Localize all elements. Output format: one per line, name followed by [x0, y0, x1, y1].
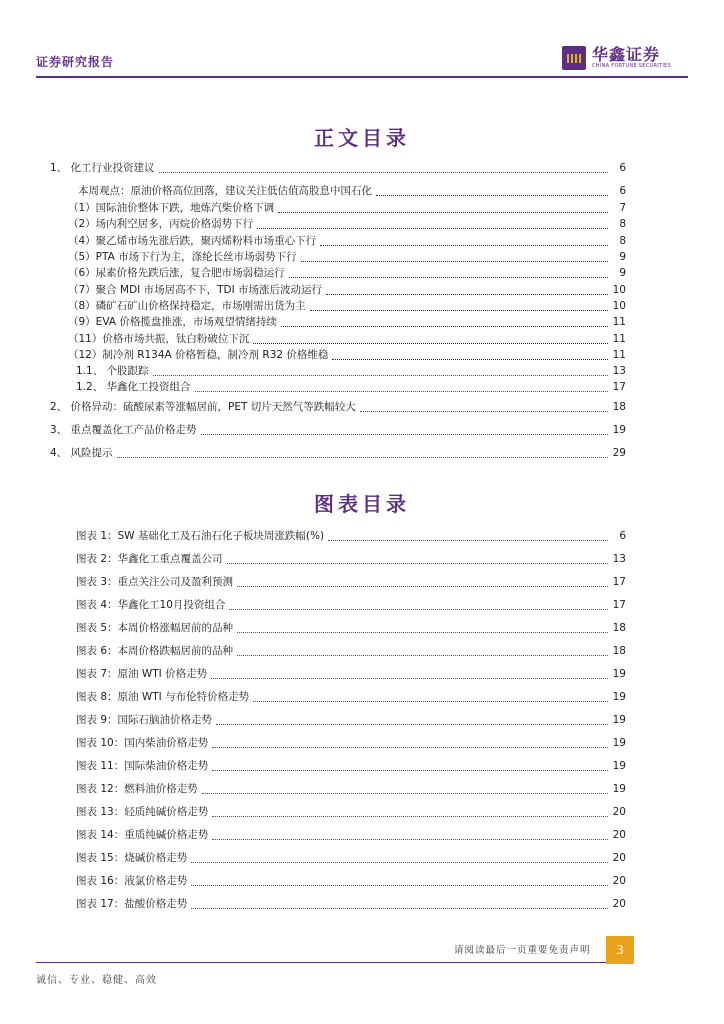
logo-name-cn: 华鑫证券 [592, 45, 661, 64]
entry-title: 4、 风险提示 [50, 447, 113, 459]
entry-title: （4）聚乙烯市场先涨后跌，聚丙烯粉料市场重心下行 [68, 235, 317, 247]
dot-leader [301, 252, 608, 262]
dot-leader [229, 600, 608, 610]
figure-entry[interactable] [76, 781, 626, 797]
figure-entry[interactable] [76, 689, 626, 705]
company-logo [562, 46, 671, 70]
toc-entry[interactable] [68, 200, 626, 216]
entry-page-number: 19 [612, 760, 626, 772]
figure-entry[interactable] [76, 574, 626, 590]
entry-title: 图表 13：轻质纯碱价格走势 [76, 806, 209, 818]
logo-mark-icon [562, 46, 586, 70]
entry-title: 图表 6：本周价格跌幅居前的品种 [76, 645, 234, 657]
dot-leader [237, 623, 608, 633]
entry-page-number: 13 [612, 553, 626, 565]
entry-page-number: 19 [612, 783, 626, 795]
entry-page-number: 6 [619, 530, 626, 542]
entry-page-number: 17 [612, 576, 626, 588]
dot-leader [191, 899, 608, 909]
page-header [0, 0, 724, 80]
entry-title: 图表 10：国内柴油价格走势 [76, 737, 209, 749]
entry-title: （8）磷矿石矿山价格保持稳定，市场刚需出货为主 [68, 300, 306, 312]
figure-entry[interactable] [76, 528, 626, 544]
entry-page-number: 29 [612, 447, 626, 459]
toc-entry[interactable] [68, 347, 626, 363]
entry-page-number: 7 [619, 202, 626, 214]
entry-title: （7）聚合 MDI 市场居高不下，TDI 市场涨后波动运行 [68, 284, 323, 296]
entry-title: 图表 1：SW 基础化工及石油石化子板块周涨跌幅(%) [76, 530, 325, 542]
entry-title: 2、 价格异动：硫酸尿素等涨幅居前，PET 切片天然气等跌幅较大 [50, 401, 356, 413]
entry-page-number: 20 [612, 875, 626, 887]
entry-title: 图表 16：液氯价格走势 [76, 875, 188, 887]
toc-entry[interactable] [76, 379, 626, 395]
report-type-label: 证券研究报告 [36, 55, 115, 69]
entry-page-number: 11 [612, 316, 626, 328]
dot-leader [212, 830, 608, 840]
entry-page-number: 20 [612, 898, 626, 910]
lof-title: 图表目录 [314, 492, 410, 516]
dot-leader [360, 402, 608, 412]
dot-leader [227, 554, 608, 564]
figure-entry[interactable] [76, 850, 626, 866]
dot-leader [153, 366, 608, 376]
entry-page-number: 19 [612, 737, 626, 749]
entry-page-number: 10 [612, 300, 626, 312]
entry-page-number: 13 [612, 365, 626, 377]
toc-title: 正文目录 [314, 126, 410, 150]
figure-entry[interactable] [76, 712, 626, 728]
figure-entry[interactable] [76, 827, 626, 843]
entry-page-number: 20 [612, 852, 626, 864]
entry-title: 1.2、 华鑫化工投资组合 [76, 381, 191, 393]
entry-title: （11）价格市场共振，钛白粉破位下沉 [68, 333, 250, 345]
page-number-badge: 3 [606, 936, 634, 964]
dot-leader [237, 577, 608, 587]
toc-entry[interactable] [68, 331, 626, 347]
entry-page-number: 17 [612, 381, 626, 393]
figure-entry[interactable] [76, 666, 626, 682]
figure-entry[interactable] [76, 620, 626, 636]
dot-leader [211, 669, 608, 679]
figure-entry[interactable] [76, 735, 626, 751]
dot-leader [326, 285, 608, 295]
entry-title: （12）制冷剂 R134A 价格暂稳，制冷剂 R32 价格维稳 [68, 349, 329, 361]
dot-leader [117, 448, 608, 458]
footer-divider [36, 962, 606, 963]
entry-page-number: 20 [612, 806, 626, 818]
dot-leader [332, 350, 608, 360]
dot-leader [328, 531, 608, 541]
entry-title: 图表 2：华鑫化工重点覆盖公司 [76, 553, 223, 565]
toc-entry[interactable] [50, 445, 626, 461]
entry-title: 图表 4：华鑫化工10月投资组合 [76, 599, 226, 611]
header-divider [36, 76, 688, 78]
entry-page-number: 9 [619, 267, 626, 279]
dot-leader [212, 807, 608, 817]
entry-page-number: 11 [612, 349, 626, 361]
toc-entry[interactable] [50, 399, 626, 415]
company-motto: 诚信、专业、稳健、高效 [36, 975, 157, 986]
dot-leader [191, 853, 608, 863]
dot-leader [253, 692, 608, 702]
dot-leader [281, 317, 608, 327]
toc-entry[interactable] [68, 298, 626, 314]
figure-entry[interactable] [76, 643, 626, 659]
entry-page-number: 19 [612, 714, 626, 726]
logo-name-en: CHINA FORTUNE SECURITIES [592, 63, 672, 69]
dot-leader [289, 268, 608, 278]
entry-page-number: 17 [612, 599, 626, 611]
entry-title: 图表 9：国际石脑油价格走势 [76, 714, 213, 726]
dot-leader [202, 784, 608, 794]
entry-title: 图表 11：国际柴油价格走势 [76, 760, 209, 772]
entry-page-number: 18 [612, 622, 626, 634]
toc-entry[interactable] [68, 233, 626, 249]
entry-page-number: 19 [612, 668, 626, 680]
toc-entry[interactable] [78, 183, 626, 199]
figure-entry[interactable] [76, 758, 626, 774]
dot-leader [212, 761, 608, 771]
entry-title: （9）EVA 价格揽盘推涨，市场观望情绪持续 [68, 316, 277, 328]
toc-entry[interactable] [76, 363, 626, 379]
figure-entry[interactable] [76, 597, 626, 613]
toc-entry[interactable] [50, 422, 626, 438]
dot-leader [212, 738, 608, 748]
figure-entry[interactable] [76, 804, 626, 820]
entry-page-number: 6 [619, 185, 626, 197]
entry-title: 图表 3：重点关注公司及盈利预测 [76, 576, 234, 588]
entry-page-number: 18 [612, 401, 626, 413]
entry-page-number: 18 [612, 645, 626, 657]
dot-leader [159, 163, 608, 173]
toc-entry[interactable] [50, 160, 626, 176]
dot-leader [195, 382, 608, 392]
entry-title: 1、 化工行业投资建议 [50, 162, 155, 174]
entry-title: 图表 5：本周价格涨幅居前的品种 [76, 622, 234, 634]
entry-page-number: 20 [612, 829, 626, 841]
entry-title: 3、 重点覆盖化工产品价格走势 [50, 424, 197, 436]
toc-entry[interactable] [68, 282, 626, 298]
toc-entry[interactable] [68, 265, 626, 281]
dot-leader [191, 876, 608, 886]
entry-page-number: 8 [619, 218, 626, 230]
entry-title: 图表 17：盐酸价格走势 [76, 898, 188, 910]
entry-title: 图表 8：原油 WTI 与布伦特价格走势 [76, 691, 250, 703]
entry-title: 1.1、 个股跟踪 [76, 365, 149, 377]
toc-entry[interactable] [68, 314, 626, 330]
entry-page-number: 9 [619, 251, 626, 263]
dot-leader [320, 236, 608, 246]
toc-entry[interactable] [68, 249, 626, 265]
dot-leader [216, 715, 608, 725]
figure-entry[interactable] [76, 873, 626, 889]
disclaimer-note: 请阅读最后一页重要免责声明 [454, 945, 591, 956]
entry-title: 图表 12：燃料油价格走势 [76, 783, 198, 795]
entry-page-number: 10 [612, 284, 626, 296]
dot-leader [376, 186, 608, 196]
dot-leader [257, 219, 608, 229]
figure-entry[interactable] [76, 896, 626, 912]
dot-leader [201, 425, 608, 435]
entry-page-number: 6 [619, 162, 626, 174]
entry-title: （2）场内利空居多，丙烷价格弱势下行 [68, 218, 254, 230]
dot-leader [253, 334, 608, 344]
entry-title: （1）国际油价整体下跌，地炼汽柴价格下调 [68, 202, 275, 214]
dot-leader [310, 301, 608, 311]
entry-page-number: 11 [612, 333, 626, 345]
entry-page-number: 8 [619, 235, 626, 247]
entry-title: 本周观点：原油价格高位回落，建议关注低估值高股息中国石化 [78, 185, 372, 197]
entry-title: （5）PTA 市场下行为主，涤纶长丝市场弱势下行 [68, 251, 297, 263]
entry-title: 图表 15：烧碱价格走势 [76, 852, 188, 864]
figure-entry[interactable] [76, 551, 626, 567]
toc-entry[interactable] [68, 216, 626, 232]
entry-page-number: 19 [612, 424, 626, 436]
entry-title: （6）尿素价格先跌后涨，复合肥市场弱稳运行 [68, 267, 285, 279]
entry-page-number: 19 [612, 691, 626, 703]
dot-leader [237, 646, 608, 656]
entry-title: 图表 14：重质纯碱价格走势 [76, 829, 209, 841]
entry-title: 图表 7：原油 WTI 价格走势 [76, 668, 208, 680]
dot-leader [278, 203, 608, 213]
